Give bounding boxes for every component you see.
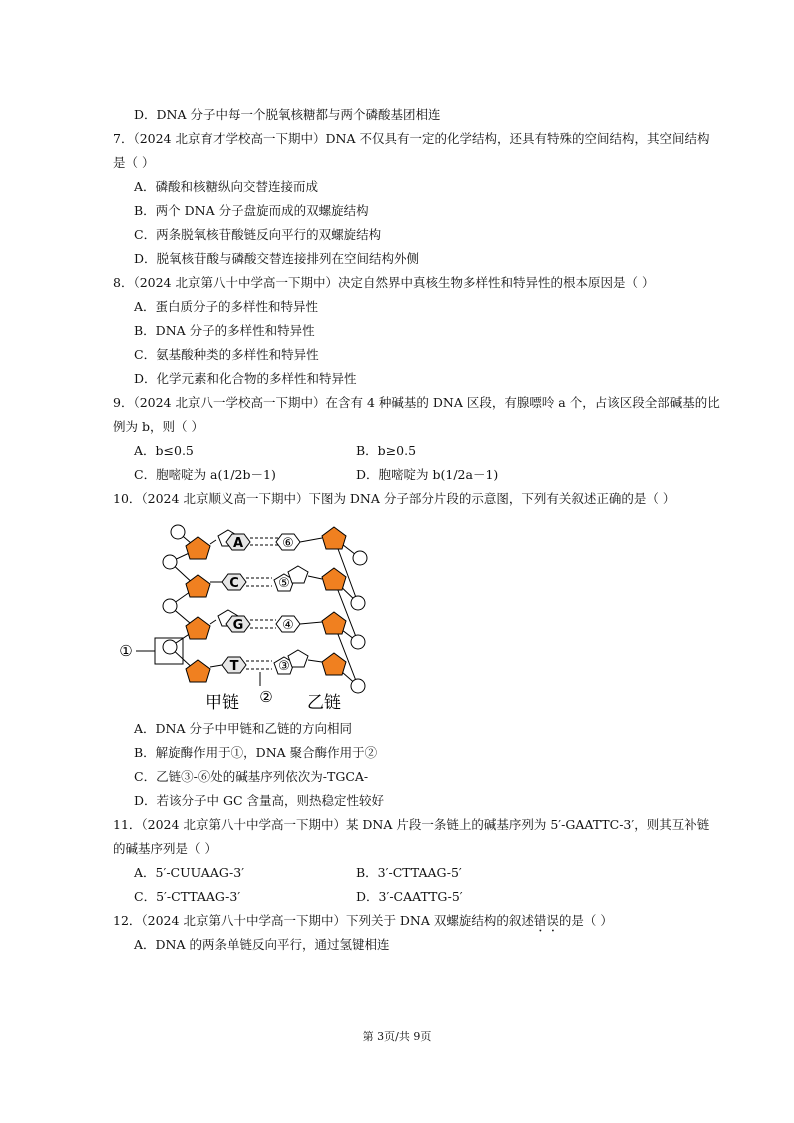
q11-option-b: B．3′-CTTAAG-5′ — [356, 865, 462, 880]
q10-stem: 10．（2024 北京顺义高一下期中）下图为 DNA 分子部分片段的示意图，下列有关叙述正确的是（ ） — [113, 491, 676, 506]
deoxyribose-left-2 — [186, 575, 210, 597]
q12-stem-pre: 12．（2024 北京第八十中学高一下期中）下列关于 DNA 双螺旋结构的叙述 — [113, 913, 534, 928]
phosphate-left-4 — [163, 640, 177, 654]
q10-option-b: B．解旋酶作用于①，DNA 聚合酶作用于② — [134, 745, 378, 760]
base-left-4: T — [229, 659, 239, 674]
q9-option-b: B．b≥0.5 — [356, 443, 417, 458]
phosphate-right-3 — [351, 635, 365, 649]
chain-left-label: 甲链 — [205, 693, 239, 713]
q11-option-c: C．5′-CTTAAG-3′ — [134, 889, 241, 904]
deoxyribose-right-2 — [322, 568, 346, 590]
phosphate-right-2 — [351, 596, 365, 610]
q11-option-a: A．5′-CUUAAG-3′ — [134, 865, 245, 880]
label-4: ④ — [282, 618, 294, 633]
deoxyribose-right-4 — [322, 653, 346, 675]
label-2: ② — [259, 688, 273, 706]
q9-stem: 9．（2024 北京八一学校高一下期中）在含有 4 种碱基的 DNA 区段，有腺嘌呤 a 个，占该区段全部碱基的比 — [113, 395, 720, 410]
page-footer: 第 3页/共 9页 — [362, 1030, 432, 1043]
q7-option-d: D．脱氧核苷酸与磷酸交替连接排列在空间结构外侧 — [134, 251, 420, 266]
q11-option-d: D．3′-CAATTG-5′ — [356, 889, 463, 904]
base-pair-2 — [210, 566, 322, 591]
phosphate-left-3 — [163, 599, 177, 613]
q10-option-d: D．若该分子中 GC 含量高，则热稳定性较好 — [134, 793, 385, 808]
q8-option-b: B．DNA 分子的多样性和特异性 — [134, 323, 315, 338]
q9-option-c: C．胞嘧啶为 a(1/2b－1) — [134, 467, 276, 482]
base-left-1: A — [232, 536, 244, 551]
q12-stem-emphasis: 错误 — [533, 913, 559, 928]
q10-option-a: A．DNA 分子中甲链和乙链的方向相同 — [134, 721, 352, 736]
base-left-3: G — [232, 618, 244, 633]
q7-option-b: B．两个 DNA 分子盘旋而成的双螺旋结构 — [134, 203, 369, 218]
q7-stem: 7．（2024 北京育才学校高一下期中）DNA 不仅具有一定的化学结构，还具有特殊的空间结构，其空间结构 — [113, 131, 710, 146]
q11-stem: 11．（2024 北京第八十中学高一下期中）某 DNA 片段一条链上的碱基序列为 5′-GAATTC-3′，则其互补链 — [113, 817, 710, 832]
q7-option-c: C．两条脱氧核苷酸链反向平行的双螺旋结构 — [134, 227, 382, 242]
phosphate-right-4 — [351, 679, 365, 693]
label-3: ③ — [278, 659, 290, 674]
q6-option-d: D．DNA 分子中每一个脱氧核糖都与两个磷酸基团相连 — [134, 107, 441, 122]
q9-option-d: D．胞嘧啶为 b(1/2a－1) — [356, 467, 499, 482]
phosphate-left-1 — [171, 525, 185, 539]
deoxyribose-right-3 — [322, 612, 346, 634]
label-5: ⑤ — [278, 576, 290, 591]
deoxyribose-right-1 — [322, 527, 346, 549]
base-pair-1 — [210, 530, 322, 550]
base-pair-3 — [210, 610, 322, 632]
chain-right-label: 乙链 — [307, 693, 341, 713]
q8-stem: 8．（2024 北京第八十中学高一下期中）决定自然界中真核生物多样性和特异性的根本原因是（ ） — [113, 275, 655, 290]
label-1: ① — [119, 642, 133, 660]
q12-stem — [113, 913, 613, 935]
base-left-2: C — [229, 576, 239, 591]
deoxyribose-left-3 — [186, 617, 210, 639]
q8-option-d: D．化学元素和化合物的多样性和特异性 — [134, 371, 357, 386]
q11-stem-cont: 的碱基序列是（ ） — [113, 841, 217, 856]
q8-option-a: A．蛋白质分子的多样性和特异性 — [134, 299, 319, 314]
q12-stem-post: 的是（ ） — [558, 913, 613, 928]
label-6: ⑥ — [282, 536, 294, 551]
q9-stem-cont: 例为 b，则（ ） — [113, 419, 204, 434]
q8-option-c: C．氨基酸种类的多样性和特异性 — [134, 347, 319, 362]
q12-option-a: A．DNA 的两条单链反向平行，通过氢键相连 — [134, 937, 390, 952]
deoxyribose-left-1 — [186, 537, 210, 559]
q7-option-a: A．磷酸和核糖纵向交替连接而成 — [134, 179, 319, 194]
q10-option-c: C．乙链③-⑥处的碱基序列依次为-TGCA- — [134, 769, 369, 784]
deoxyribose-left-4 — [186, 660, 210, 682]
q9-option-a: A．b≤0.5 — [134, 443, 194, 458]
dna-structure-diagram — [112, 522, 382, 718]
q7-stem-cont: 是（ ） — [113, 155, 155, 170]
phosphate-right-1 — [353, 551, 367, 565]
phosphate-left-2 — [163, 555, 177, 569]
base-pair-4 — [210, 650, 322, 674]
